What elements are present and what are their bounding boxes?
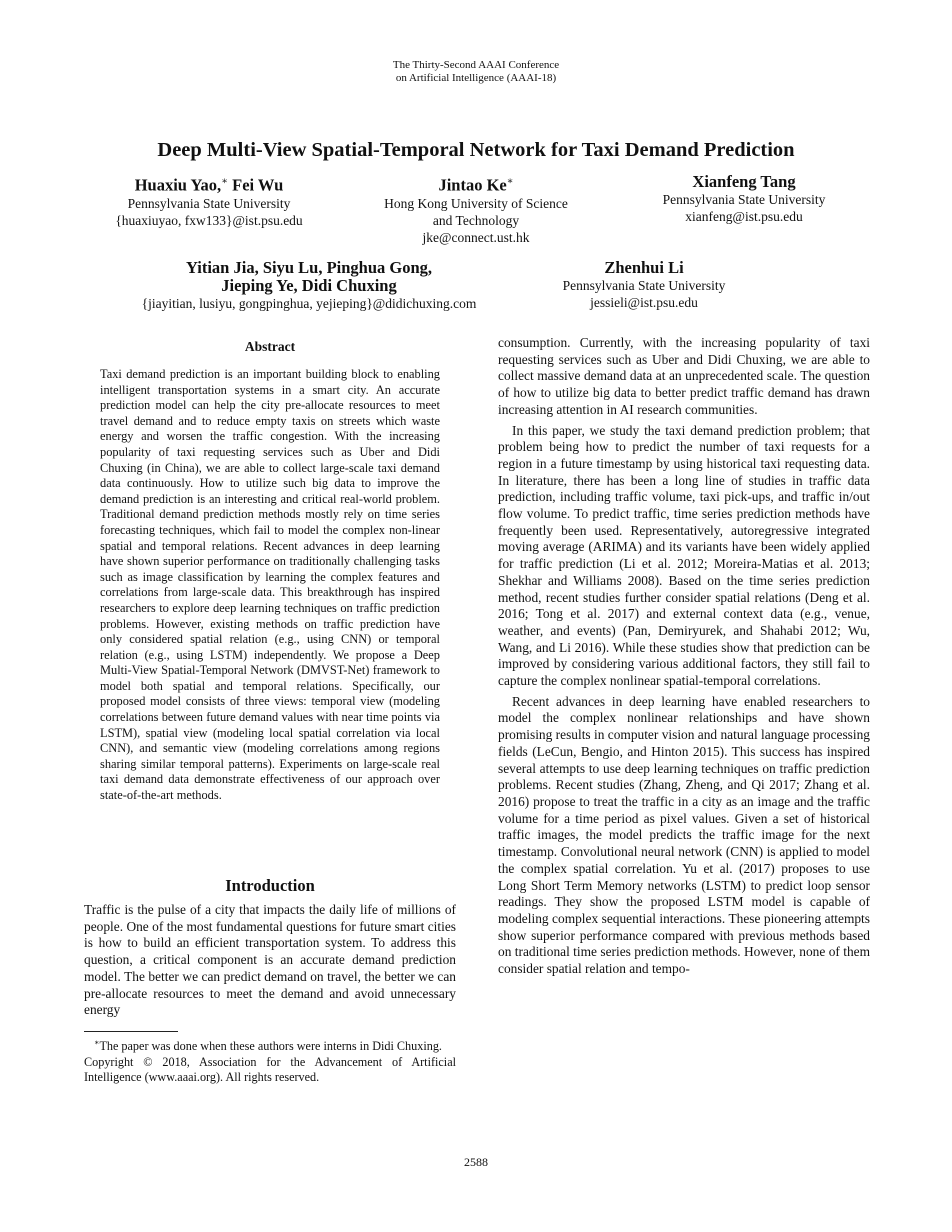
author-email: {jiayitian, lusiyu, gongpinghua, yejieping}@didichuxing.com: [141, 296, 477, 311]
author-email: {huaxiuyao, fxw133}@ist.psu.edu: [115, 212, 303, 228]
author-names: Xianfeng Tang: [692, 172, 796, 191]
introduction-heading: Introduction: [225, 876, 315, 895]
author-names-line-2: Jieping Ye, Didi Chuxing: [221, 276, 397, 295]
page-number: 2588: [464, 1155, 488, 1169]
copyright-notice: Copyright © 2018, Association for the Advancement of Artificial Intelligence (www.aaai.org). All rights reserved.: [84, 1054, 456, 1085]
paragraph-consumption: consumption. Currently, with the increasing popularity of taxi requesting services such as Uber and Didi Chuxing, we are able to collect massive demand data at an unprecedented scale. The question of how to utilize big data to better predict traffic demand has drawn increasing attention in AI research communities.: [498, 335, 870, 417]
author-email: jke@connect.ust.hk: [422, 229, 530, 245]
author-block-tang: [615, 173, 873, 225]
paragraph-problem: In this paper, we study the taxi demand prediction problem; that problem being how to predict the number of taxi requests for a region in a future timestamp by using historical taxi requesting data. In literature, there has been a long line of studies in traffic data prediction, including traffic volume, taxi pick-ups, and traffic in/out flow volume. To predict traffic, time series prediction methods have frequently been used. Representatively, autoregressive integrated moving average (ARIMA) and its variants have been widely applied for traffic prediction (Li et al. 2012; Moreira-Matias et al. 2013; Shekhar and Williams 2008). Based on the time series prediction method, recent studies further consider spatial relations (Deng et al. 2016; Tong et al. 2017) and external context data (e.g., venue, weather, and events) (Pan, Demiryurek, and Shahabi 2012; Wu, Wang, and Li 2016). While these studies show that prediction can be improved by considering various additional factors, they still fail to capture the complex nonlinear spatial-temporal correlations.: [498, 422, 870, 689]
introduction-text: Traffic is the pulse of a city that impacts the daily life of millions of people. One of the most fundamental questions for future smart cities is how to build an efficient transportation system. To address this question, a critical component is an accurate demand prediction model. The better we can predict demand on travel, the better we can pre-allocate resources to meet the demand and avoid unnecessary energy: [84, 902, 456, 1018]
footnote-divider: [84, 1031, 178, 1032]
abstract-text: Taxi demand prediction is an important building block to enabling intelligent transportation systems in a smart city. An accurate prediction model can help the city pre-allocate resources to meet travel demand and to reduce empty taxis on streets which waste energy and worsen the traffic congestion. With the increasing popularity of taxi requesting services such as Uber and Didi Chuxing (in China), we are able to collect large-scale taxi demand data continuously. How to utilize such big data to improve the demand prediction is an interesting and critical real-world problem. Traditional demand prediction methods mostly rely on time series forecasting techniques, which fail to model the complex non-linear spatial and temporal relations. Recent advances in deep learning have shown superior performance on traditionally challenging tasks such as image classification by learning the complex features and correlations from large-scale data. This breakthrough has inspired researchers to explore deep learning techniques on traffic prediction problems. However, existing methods on traffic prediction have only considered spatial relation (e.g., using CNN) or temporal relation (e.g., using LSTM) independently. We propose a Deep Multi-View Spatial-Temporal Network (DMVST-Net) framework to model both spatial and temporal relations. Specifically, our proposed model consists of three views: temporal view (modeling correlations between future demand values with near time points via LSTM), spatial view (modeling local spatial correlation via local CNN), and semantic view (modeling correlations among regions sharing similar temporal patterns). Experiments on large-scale real taxi demand data demonstrate effectiveness of our approach over state-of-the-art methods.: [100, 367, 440, 803]
paragraph-deep-learning: Recent advances in deep learning have enabled researchers to model the complex nonlinear relationships and have shown promising results in computer vision and natural language processing fields (LeCun, Bengio, and Hinton 2015). This success has inspired several attempts to use deep learning techniques on traffic prediction problems. Recent studies (Zhang, Zheng, and Qi 2017; Zhang et al. 2016) propose to treat the traffic in a city as an image and the traffic volume for a time period as pixel values. Given a set of historical traffic images, the model predicts the traffic image for the next timestamp. Convolutional neural network (CNN) is applied to model the complex spatial correlation. Yu et al. (2017) proposes to use Long Short Term Memory networks (LSTM) to predict loop sensor readings. They show the proposed LSTM model is capable of modeling complex sequential interactions. These pioneering attempts show superior performance compared with previous methods based on traditional time series prediction methods. However, none of them consider spatial relation and tempo-: [498, 693, 870, 977]
paper-title: Deep Multi-View Spatial-Temporal Network for Taxi Demand Prediction: [157, 139, 795, 161]
author-email: jessieli@ist.psu.edu: [590, 295, 698, 310]
author-affiliation: Pennsylvania State University: [127, 195, 291, 211]
author-affiliation-cont: and Technology: [432, 212, 520, 228]
author-names: Zhenhui Li: [604, 258, 684, 277]
author-block-yao-wu: [84, 173, 334, 229]
author-affiliation: Pennsylvania State University: [562, 278, 726, 293]
author-affiliation: Hong Kong University of Science: [384, 195, 568, 211]
footnote-intern: ∗The paper was done when these authors were interns in Didi Chuxing.: [94, 1038, 442, 1054]
conference-header: [0, 59, 952, 85]
abstract-heading: Abstract: [244, 339, 296, 354]
footnotes: [84, 1035, 456, 1086]
author-names: Yitian Jia, Siyu Lu, Pinghua Gong,: [185, 258, 433, 277]
author-block-didi: [100, 259, 518, 312]
author-email: xianfeng@ist.psu.edu: [685, 209, 803, 224]
conference-line-1: The Thirty-Second AAAI Conference: [392, 59, 560, 71]
right-column: [498, 335, 870, 978]
author-block-li: [524, 259, 764, 311]
author-names: Jintao Ke∗: [438, 175, 514, 195]
author-names: Huaxiu Yao,∗ Fei Wu: [134, 175, 284, 195]
author-block-ke: [356, 173, 596, 246]
conference-line-2: on Artificial Intelligence (AAAI-18): [395, 72, 557, 84]
author-affiliation: Pennsylvania State University: [662, 192, 826, 207]
